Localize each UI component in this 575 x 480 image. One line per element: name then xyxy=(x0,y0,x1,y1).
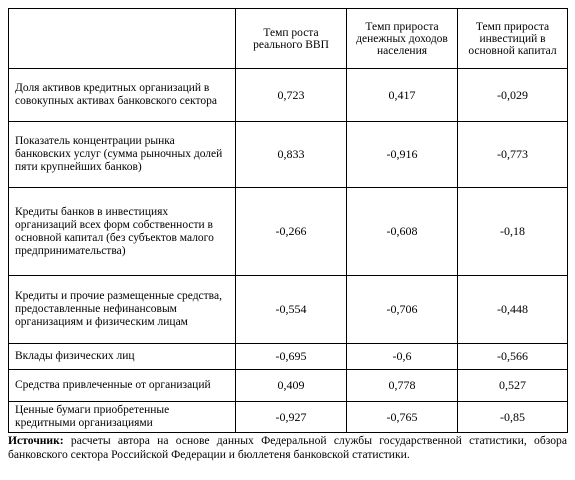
table-cell: 0,417 xyxy=(347,69,458,122)
table-header-row xyxy=(9,9,568,69)
table-row xyxy=(9,188,568,276)
table-row xyxy=(9,122,568,188)
table-cell: -0,448 xyxy=(458,276,568,344)
row-label: Средства привлеченные от организаций xyxy=(9,370,236,402)
table-cell: -0,85 xyxy=(458,402,568,433)
row-label: Доля активов кредитных организаций в совокупных активах банковского сектора xyxy=(9,69,236,122)
document xyxy=(8,8,567,461)
source-label: Источник: xyxy=(8,434,64,447)
table-row xyxy=(9,276,568,344)
table-cell: -0,566 xyxy=(458,344,568,370)
table-cell: -0,18 xyxy=(458,188,568,276)
table-row xyxy=(9,370,568,402)
row-label: Вклады физических лиц xyxy=(9,344,236,370)
table-row xyxy=(9,402,568,433)
table-cell: -0,608 xyxy=(347,188,458,276)
row-label: Кредиты банков в инвестициях организаций всех форм собственности в основной капитал (без субъектов малого предпринимательства) xyxy=(9,188,236,276)
table-cell: -0,916 xyxy=(347,122,458,188)
table-cell: 0,723 xyxy=(236,69,347,122)
table-row xyxy=(9,69,568,122)
table-cell: -0,773 xyxy=(458,122,568,188)
header-corner xyxy=(9,9,236,69)
table-cell: -0,6 xyxy=(347,344,458,370)
table-cell: -0,765 xyxy=(347,402,458,433)
table-cell: -0,266 xyxy=(236,188,347,276)
table-cell: 0,778 xyxy=(347,370,458,402)
correlation-table xyxy=(8,8,568,433)
row-label: Кредиты и прочие размещенные средства, предоставленные нефинансовым организациям и физическим лицам xyxy=(9,276,236,344)
header-investment-growth: Темп прироста инвестиций в основной капитал xyxy=(458,9,568,69)
row-label: Ценные бумаги приобретенные кредитными организациями xyxy=(9,402,236,433)
table-cell: -0,029 xyxy=(458,69,568,122)
table-cell: -0,554 xyxy=(236,276,347,344)
table-cell: 0,833 xyxy=(236,122,347,188)
table-row xyxy=(9,344,568,370)
table-cell: -0,927 xyxy=(236,402,347,433)
table-cell: -0,706 xyxy=(347,276,458,344)
source-note xyxy=(8,434,567,461)
row-label: Показатель концентрации рынка банковских услуг (сумма рыночных долей пяти крупнейших банков) xyxy=(9,122,236,188)
header-gdp-growth: Темп роста реального ВВП xyxy=(236,9,347,69)
source-text: расчеты автора на основе данных Федеральной службы государственной статистики, обзора банковского сектора Российской Федерации и бюллетеня банковской статистики. xyxy=(8,434,567,461)
table-cell: 0,409 xyxy=(236,370,347,402)
table-cell: 0,527 xyxy=(458,370,568,402)
table-cell: -0,695 xyxy=(236,344,347,370)
header-income-growth: Темп прироста денежных доходов населения xyxy=(347,9,458,69)
